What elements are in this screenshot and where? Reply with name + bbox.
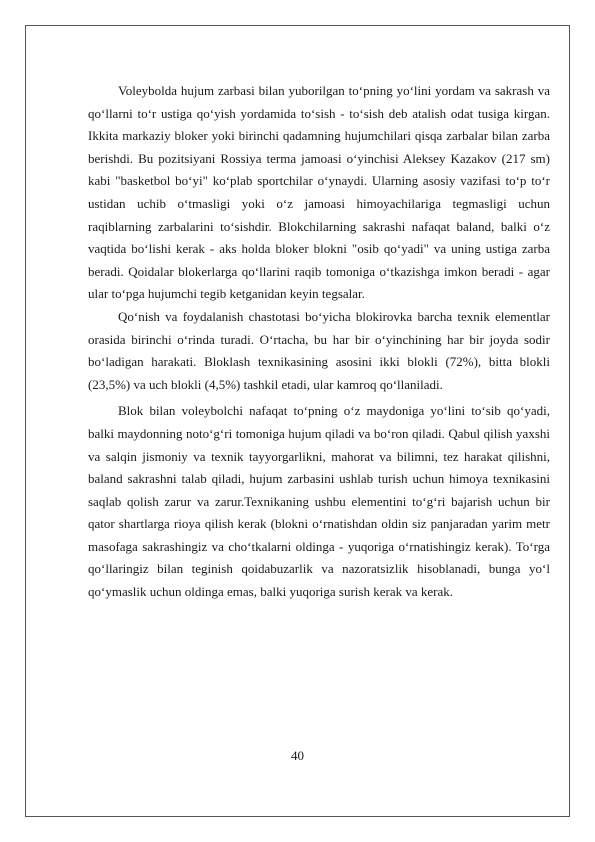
paragraph-blocking-technique: Blok bilan voleybolchi nafaqat to‘pning o‘z maydoniga yo‘lini to‘sib qo‘yadi, balki maydonning noto‘g‘ri tomoniga hujum qiladi va bo‘ron qiladi. Qabul qilish yaxshi va salqin jismoniy va texnik tayyorgarlikni, mahorat va bilimni, tez harakat qilishni, baland sakrashni talab qiladi, hujum zarbasini ushlab turish uchun himoya texnikasini saqlab qolish zarur va zarur.Texnikaning ushbu elementini to‘g‘ri bajarish uchun bir qator shartlarga rioya qilish kerak (blokni o‘rnatishdan oldin siz panjaradan yarim metr masofaga sakrashingiz va cho‘tkalarni oldinga - yuqoriga o‘rnatishingiz kerak). To‘rga qo‘llaringiz bilan teginish qoidabuzarlik va nazoratsizlik hisoblanadi, bunga yo‘l qo‘ymaslik uchun oldinga emas, balki yuqoriga surish kerak va kerak. xyxy=(88,403,550,600)
paragraph-blocking-definition: Voleybolda hujum zarbasi bilan yuborilgan to‘pning yo‘lini yordam va sakrash va qo‘llarni to‘r ustiga qo‘yish yordamida to‘sish - to‘sish deb atalish odat tusiga kirgan. Ikkita markaziy bloker yoki birinchi qadamning hujumchilari qisqa zarbalar bilan zarba berishdi. Bu pozitsiyani Rossiya terma jamoasi o‘yinchisi Aleksey Kazakov (217 sm) kabi "basketbol bo‘yi" ko‘plab sportchilar o‘ynaydi. Ularning asosiy vazifasi to‘p to‘r ustidan uchib o‘tmasligi yoki o‘z jamoasi himoyachilariga tegmasligi uchun raqiblarning zarbalarini to‘sishdir. Blokchilarning sakrashi nafaqat baland, balki o‘z vaqtida bo‘lishi kerak - aks holda bloker blokni "osib qo‘yadi" va uning ustiga zarba beradi. Qoidalar blokerlarga qo‘llarini raqib tomoniga o‘tkazishga imkon beradi - agar ular to‘pga hujumchi tegib ketganidan keyin tegsalar. xyxy=(88,83,550,302)
paragraph-blocking-frequency: Qo‘nish va foydalanish chastotasi bo‘yicha blokirovka barcha texnik elementlar orasida birinchi o‘rinda turadi. O‘rtacha, bu har bir o‘yinchining har bir joyda sodir bo‘ladigan harakati. Bloklash texnikasining asosini ikki blokli (72%), bitta blokli (23,5%) va uch blokli (4,5%) tashkil etadi, ular kamroq qo‘llaniladi. xyxy=(88,308,550,392)
document-body xyxy=(88,80,550,604)
page-number: 40 xyxy=(291,748,304,763)
